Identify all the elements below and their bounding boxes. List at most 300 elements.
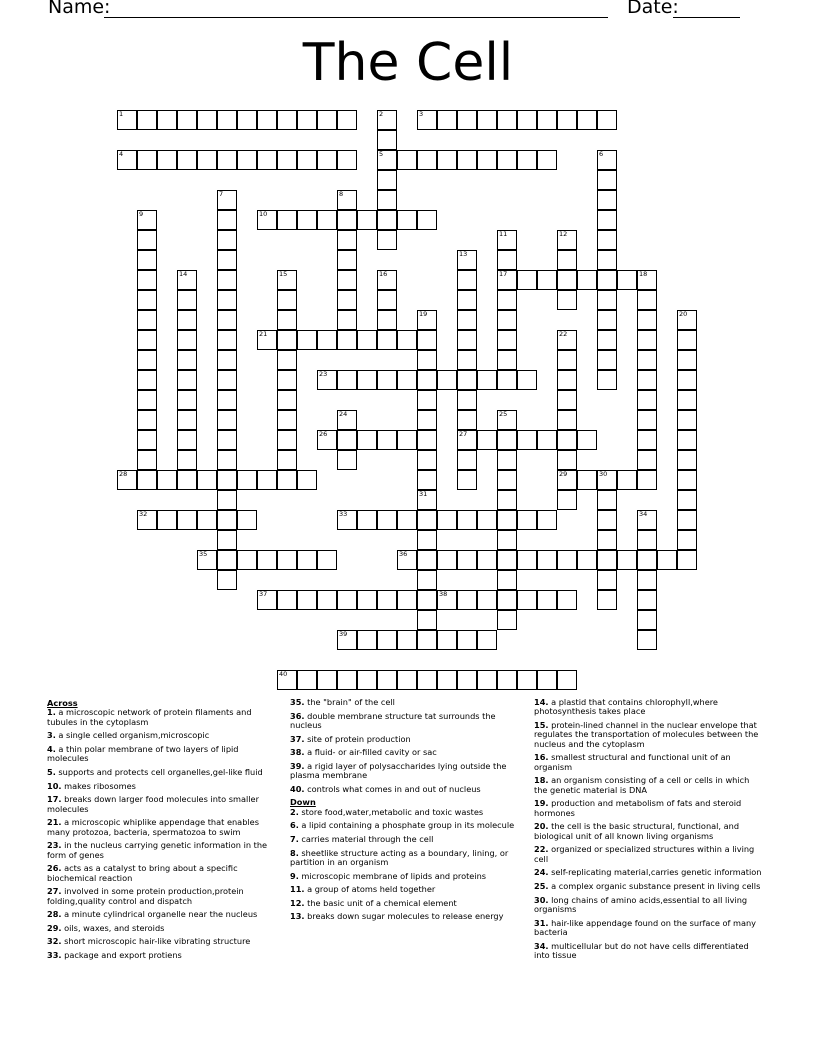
grid-cell[interactable] (297, 150, 317, 170)
grid-cell[interactable] (557, 430, 577, 450)
grid-cell[interactable] (277, 270, 297, 290)
grid-cell[interactable] (557, 270, 577, 290)
grid-cell[interactable] (497, 330, 517, 350)
grid-cell[interactable] (417, 670, 437, 690)
grid-cell[interactable] (557, 290, 577, 310)
grid-cell[interactable] (377, 210, 397, 230)
grid-cell[interactable] (237, 110, 257, 130)
grid-cell[interactable] (497, 510, 517, 530)
grid-cell[interactable] (157, 150, 177, 170)
grid-cell[interactable] (397, 630, 417, 650)
grid-cell[interactable] (357, 670, 377, 690)
grid-cell[interactable] (677, 350, 697, 370)
grid-cell[interactable] (237, 150, 257, 170)
grid-cell[interactable] (597, 330, 617, 350)
grid-cell[interactable] (457, 670, 477, 690)
grid-cell[interactable] (637, 630, 657, 650)
grid-cell[interactable] (417, 630, 437, 650)
grid-cell[interactable] (417, 450, 437, 470)
grid-cell[interactable] (197, 510, 217, 530)
grid-cell[interactable] (497, 250, 517, 270)
grid-cell[interactable] (277, 310, 297, 330)
grid-cell[interactable] (677, 410, 697, 430)
grid-cell[interactable] (437, 630, 457, 650)
grid-cell[interactable] (277, 290, 297, 310)
grid-cell[interactable] (457, 630, 477, 650)
grid-cell[interactable] (497, 550, 517, 570)
grid-cell[interactable] (117, 470, 137, 490)
grid-cell[interactable] (677, 510, 697, 530)
grid-cell[interactable] (537, 110, 557, 130)
grid-cell[interactable] (217, 410, 237, 430)
grid-cell[interactable] (457, 350, 477, 370)
grid-cell[interactable] (137, 430, 157, 450)
grid-cell[interactable] (237, 550, 257, 570)
grid-cell[interactable] (597, 290, 617, 310)
grid-cell[interactable] (677, 450, 697, 470)
grid-cell[interactable] (357, 510, 377, 530)
grid-cell[interactable] (517, 550, 537, 570)
grid-cell[interactable] (137, 450, 157, 470)
grid-cell[interactable] (257, 150, 277, 170)
grid-cell[interactable] (257, 110, 277, 130)
grid-cell[interactable] (217, 450, 237, 470)
grid-cell[interactable] (497, 310, 517, 330)
grid-cell[interactable] (337, 670, 357, 690)
grid-cell[interactable] (357, 590, 377, 610)
grid-cell[interactable] (357, 210, 377, 230)
grid-cell[interactable] (397, 370, 417, 390)
grid-cell[interactable] (637, 410, 657, 430)
grid-cell[interactable] (217, 230, 237, 250)
grid-cell[interactable] (377, 290, 397, 310)
grid-cell[interactable] (157, 470, 177, 490)
grid-cell[interactable] (337, 110, 357, 130)
grid-cell[interactable] (397, 150, 417, 170)
grid-cell[interactable] (557, 370, 577, 390)
grid-cell[interactable] (557, 330, 577, 350)
grid-cell[interactable] (117, 110, 137, 130)
grid-cell[interactable] (337, 290, 357, 310)
grid-cell[interactable] (577, 270, 597, 290)
grid-cell[interactable] (597, 150, 617, 170)
grid-cell[interactable] (657, 550, 677, 570)
grid-cell[interactable] (217, 330, 237, 350)
grid-cell[interactable] (217, 270, 237, 290)
grid-cell[interactable] (437, 150, 457, 170)
grid-cell[interactable] (637, 530, 657, 550)
grid-cell[interactable] (597, 190, 617, 210)
grid-cell[interactable] (437, 510, 457, 530)
grid-cell[interactable] (517, 430, 537, 450)
grid-cell[interactable] (277, 390, 297, 410)
grid-cell[interactable] (217, 290, 237, 310)
grid-cell[interactable] (377, 670, 397, 690)
grid-cell[interactable] (157, 110, 177, 130)
grid-cell[interactable] (177, 470, 197, 490)
grid-cell[interactable] (437, 670, 457, 690)
grid-cell[interactable] (337, 150, 357, 170)
grid-cell[interactable] (377, 330, 397, 350)
grid-cell[interactable] (337, 410, 357, 430)
grid-cell[interactable] (497, 350, 517, 370)
grid-cell[interactable] (557, 550, 577, 570)
grid-cell[interactable] (597, 590, 617, 610)
grid-cell[interactable] (357, 370, 377, 390)
grid-cell[interactable] (517, 370, 537, 390)
grid-cell[interactable] (177, 370, 197, 390)
grid-cell[interactable] (617, 270, 637, 290)
grid-cell[interactable] (677, 490, 697, 510)
grid-cell[interactable] (377, 190, 397, 210)
grid-cell[interactable] (397, 670, 417, 690)
grid-cell[interactable] (377, 510, 397, 530)
grid-cell[interactable] (177, 150, 197, 170)
grid-cell[interactable] (197, 150, 217, 170)
grid-cell[interactable] (217, 490, 237, 510)
grid-cell[interactable] (337, 630, 357, 650)
grid-cell[interactable] (317, 210, 337, 230)
grid-cell[interactable] (497, 110, 517, 130)
grid-cell[interactable] (357, 430, 377, 450)
grid-cell[interactable] (537, 510, 557, 530)
grid-cell[interactable] (337, 330, 357, 350)
grid-cell[interactable] (277, 150, 297, 170)
grid-cell[interactable] (377, 150, 397, 170)
grid-cell[interactable] (477, 630, 497, 650)
grid-cell[interactable] (417, 510, 437, 530)
grid-cell[interactable] (317, 550, 337, 570)
grid-cell[interactable] (277, 350, 297, 370)
grid-cell[interactable] (497, 430, 517, 450)
grid-cell[interactable] (557, 590, 577, 610)
grid-cell[interactable] (537, 670, 557, 690)
grid-cell[interactable] (537, 150, 557, 170)
grid-cell[interactable] (337, 230, 357, 250)
grid-cell[interactable] (597, 210, 617, 230)
grid-cell[interactable] (217, 150, 237, 170)
grid-cell[interactable] (477, 430, 497, 450)
grid-cell[interactable] (217, 110, 237, 130)
grid-cell[interactable] (597, 250, 617, 270)
grid-cell[interactable] (297, 210, 317, 230)
grid-cell[interactable] (417, 350, 437, 370)
grid-cell[interactable] (277, 410, 297, 430)
grid-cell[interactable] (337, 450, 357, 470)
grid-cell[interactable] (497, 610, 517, 630)
grid-cell[interactable] (437, 590, 457, 610)
grid-cell[interactable] (477, 150, 497, 170)
grid-cell[interactable] (217, 390, 237, 410)
grid-cell[interactable] (497, 570, 517, 590)
grid-cell[interactable] (597, 470, 617, 490)
grid-cell[interactable] (637, 370, 657, 390)
grid-cell[interactable] (497, 410, 517, 430)
grid-cell[interactable] (637, 610, 657, 630)
grid-cell[interactable] (637, 350, 657, 370)
grid-cell[interactable] (537, 430, 557, 450)
grid-cell[interactable] (417, 550, 437, 570)
grid-cell[interactable] (277, 470, 297, 490)
grid-cell[interactable] (417, 490, 437, 510)
grid-cell[interactable] (177, 350, 197, 370)
grid-cell[interactable] (537, 550, 557, 570)
grid-cell[interactable] (177, 450, 197, 470)
grid-cell[interactable] (417, 330, 437, 350)
grid-cell[interactable] (417, 310, 437, 330)
grid-cell[interactable] (217, 370, 237, 390)
grid-cell[interactable] (377, 370, 397, 390)
grid-cell[interactable] (637, 430, 657, 450)
grid-cell[interactable] (457, 110, 477, 130)
grid-cell[interactable] (497, 150, 517, 170)
grid-cell[interactable] (457, 330, 477, 350)
grid-cell[interactable] (237, 510, 257, 530)
grid-cell[interactable] (677, 550, 697, 570)
grid-cell[interactable] (357, 630, 377, 650)
grid-cell[interactable] (597, 550, 617, 570)
grid-cell[interactable] (137, 270, 157, 290)
grid-cell[interactable] (417, 590, 437, 610)
grid-cell[interactable] (597, 510, 617, 530)
grid-cell[interactable] (517, 150, 537, 170)
grid-cell[interactable] (577, 430, 597, 450)
grid-cell[interactable] (377, 430, 397, 450)
grid-cell[interactable] (617, 550, 637, 570)
grid-cell[interactable] (137, 470, 157, 490)
grid-cell[interactable] (617, 470, 637, 490)
grid-cell[interactable] (597, 110, 617, 130)
grid-cell[interactable] (557, 350, 577, 370)
grid-cell[interactable] (517, 510, 537, 530)
grid-cell[interactable] (417, 370, 437, 390)
grid-cell[interactable] (217, 250, 237, 270)
grid-cell[interactable] (337, 590, 357, 610)
grid-cell[interactable] (637, 550, 657, 570)
grid-cell[interactable] (557, 250, 577, 270)
grid-cell[interactable] (457, 270, 477, 290)
grid-cell[interactable] (217, 350, 237, 370)
grid-cell[interactable] (637, 450, 657, 470)
grid-cell[interactable] (497, 530, 517, 550)
grid-cell[interactable] (437, 550, 457, 570)
grid-cell[interactable] (317, 670, 337, 690)
grid-cell[interactable] (537, 270, 557, 290)
grid-cell[interactable] (457, 590, 477, 610)
grid-cell[interactable] (317, 110, 337, 130)
grid-cell[interactable] (377, 310, 397, 330)
grid-cell[interactable] (217, 530, 237, 550)
grid-cell[interactable] (597, 310, 617, 330)
grid-cell[interactable] (157, 510, 177, 530)
grid-cell[interactable] (297, 670, 317, 690)
grid-cell[interactable] (257, 470, 277, 490)
grid-cell[interactable] (577, 550, 597, 570)
grid-cell[interactable] (277, 210, 297, 230)
grid-cell[interactable] (277, 450, 297, 470)
grid-cell[interactable] (457, 510, 477, 530)
grid-cell[interactable] (637, 570, 657, 590)
grid-cell[interactable] (477, 110, 497, 130)
grid-cell[interactable] (217, 550, 237, 570)
grid-cell[interactable] (257, 550, 277, 570)
grid-cell[interactable] (217, 470, 237, 490)
grid-cell[interactable] (457, 150, 477, 170)
grid-cell[interactable] (137, 410, 157, 430)
grid-cell[interactable] (457, 390, 477, 410)
grid-cell[interactable] (177, 430, 197, 450)
grid-cell[interactable] (277, 670, 297, 690)
grid-cell[interactable] (197, 470, 217, 490)
grid-cell[interactable] (177, 330, 197, 350)
grid-cell[interactable] (597, 490, 617, 510)
grid-cell[interactable] (377, 110, 397, 130)
grid-cell[interactable] (257, 590, 277, 610)
grid-cell[interactable] (177, 390, 197, 410)
grid-cell[interactable] (597, 370, 617, 390)
grid-cell[interactable] (517, 110, 537, 130)
grid-cell[interactable] (277, 590, 297, 610)
grid-cell[interactable] (497, 270, 517, 290)
grid-cell[interactable] (217, 510, 237, 530)
grid-cell[interactable] (417, 110, 437, 130)
grid-cell[interactable] (337, 310, 357, 330)
grid-cell[interactable] (457, 450, 477, 470)
grid-cell[interactable] (137, 310, 157, 330)
grid-cell[interactable] (557, 450, 577, 470)
grid-cell[interactable] (457, 550, 477, 570)
grid-cell[interactable] (497, 450, 517, 470)
grid-cell[interactable] (137, 370, 157, 390)
grid-cell[interactable] (137, 510, 157, 530)
grid-cell[interactable] (437, 110, 457, 130)
grid-cell[interactable] (337, 190, 357, 210)
grid-cell[interactable] (637, 510, 657, 530)
grid-cell[interactable] (417, 210, 437, 230)
grid-cell[interactable] (537, 590, 557, 610)
grid-cell[interactable] (137, 390, 157, 410)
grid-cell[interactable] (517, 590, 537, 610)
grid-cell[interactable] (417, 390, 437, 410)
grid-cell[interactable] (137, 330, 157, 350)
grid-cell[interactable] (677, 530, 697, 550)
grid-cell[interactable] (397, 510, 417, 530)
grid-cell[interactable] (457, 430, 477, 450)
grid-cell[interactable] (457, 470, 477, 490)
grid-cell[interactable] (277, 550, 297, 570)
grid-cell[interactable] (377, 630, 397, 650)
grid-cell[interactable] (217, 210, 237, 230)
grid-cell[interactable] (337, 370, 357, 390)
grid-cell[interactable] (637, 330, 657, 350)
grid-cell[interactable] (417, 430, 437, 450)
grid-cell[interactable] (677, 470, 697, 490)
grid-cell[interactable] (317, 590, 337, 610)
grid-cell[interactable] (417, 470, 437, 490)
grid-cell[interactable] (417, 410, 437, 430)
grid-cell[interactable] (337, 510, 357, 530)
grid-cell[interactable] (477, 510, 497, 530)
grid-cell[interactable] (377, 130, 397, 150)
grid-cell[interactable] (297, 330, 317, 350)
grid-cell[interactable] (597, 170, 617, 190)
grid-cell[interactable] (137, 250, 157, 270)
grid-cell[interactable] (557, 110, 577, 130)
grid-cell[interactable] (177, 110, 197, 130)
grid-cell[interactable] (557, 470, 577, 490)
grid-cell[interactable] (677, 370, 697, 390)
grid-cell[interactable] (137, 350, 157, 370)
grid-cell[interactable] (317, 370, 337, 390)
grid-cell[interactable] (577, 110, 597, 130)
grid-cell[interactable] (137, 150, 157, 170)
grid-cell[interactable] (557, 410, 577, 430)
grid-cell[interactable] (517, 270, 537, 290)
grid-cell[interactable] (257, 210, 277, 230)
grid-cell[interactable] (317, 150, 337, 170)
grid-cell[interactable] (457, 310, 477, 330)
grid-cell[interactable] (397, 330, 417, 350)
grid-cell[interactable] (417, 150, 437, 170)
grid-cell[interactable] (677, 330, 697, 350)
grid-cell[interactable] (437, 370, 457, 390)
grid-cell[interactable] (297, 110, 317, 130)
grid-cell[interactable] (297, 590, 317, 610)
grid-cell[interactable] (397, 210, 417, 230)
grid-cell[interactable] (377, 590, 397, 610)
grid-cell[interactable] (457, 410, 477, 430)
grid-cell[interactable] (597, 530, 617, 550)
grid-cell[interactable] (297, 470, 317, 490)
grid-cell[interactable] (677, 430, 697, 450)
grid-cell[interactable] (497, 230, 517, 250)
grid-cell[interactable] (457, 290, 477, 310)
grid-cell[interactable] (497, 370, 517, 390)
grid-cell[interactable] (477, 590, 497, 610)
grid-cell[interactable] (117, 150, 137, 170)
grid-cell[interactable] (317, 430, 337, 450)
grid-cell[interactable] (297, 550, 317, 570)
grid-cell[interactable] (217, 310, 237, 330)
grid-cell[interactable] (177, 310, 197, 330)
grid-cell[interactable] (497, 290, 517, 310)
grid-cell[interactable] (417, 570, 437, 590)
grid-cell[interactable] (137, 210, 157, 230)
grid-cell[interactable] (477, 670, 497, 690)
grid-cell[interactable] (217, 190, 237, 210)
grid-cell[interactable] (337, 250, 357, 270)
grid-cell[interactable] (377, 270, 397, 290)
grid-cell[interactable] (457, 250, 477, 270)
grid-cell[interactable] (597, 570, 617, 590)
grid-cell[interactable] (637, 390, 657, 410)
grid-cell[interactable] (397, 550, 417, 570)
grid-cell[interactable] (217, 570, 237, 590)
grid-cell[interactable] (177, 270, 197, 290)
grid-cell[interactable] (277, 430, 297, 450)
grid-cell[interactable] (557, 490, 577, 510)
grid-cell[interactable] (417, 610, 437, 630)
grid-cell[interactable] (557, 390, 577, 410)
grid-cell[interactable] (497, 590, 517, 610)
grid-cell[interactable] (337, 430, 357, 450)
grid-cell[interactable] (417, 530, 437, 550)
grid-cell[interactable] (557, 230, 577, 250)
grid-cell[interactable] (637, 310, 657, 330)
grid-cell[interactable] (637, 290, 657, 310)
grid-cell[interactable] (217, 430, 237, 450)
grid-cell[interactable] (597, 270, 617, 290)
